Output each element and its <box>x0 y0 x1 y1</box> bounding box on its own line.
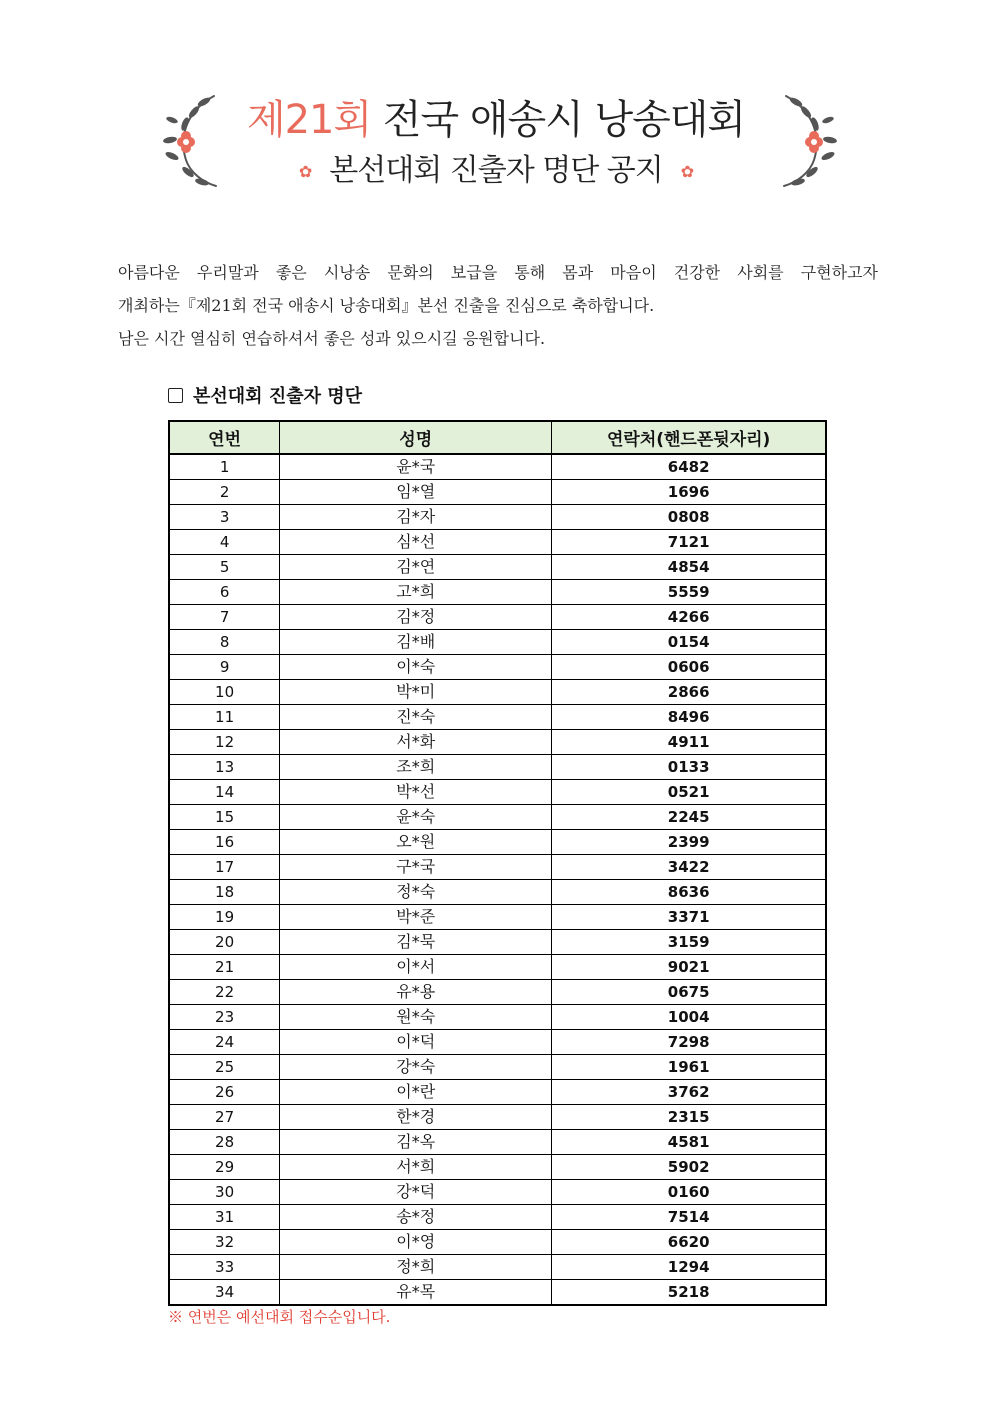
row-number: 6 <box>169 580 280 605</box>
row-number: 28 <box>169 1130 280 1155</box>
row-number: 8 <box>169 630 280 655</box>
row-phone: 7121 <box>552 530 826 555</box>
row-phone: 1294 <box>552 1255 826 1280</box>
row-name: 박*준 <box>280 905 552 930</box>
row-name: 김*자 <box>280 505 552 530</box>
row-phone: 3762 <box>552 1080 826 1105</box>
row-phone: 5902 <box>552 1155 826 1180</box>
row-phone: 6482 <box>552 454 826 480</box>
intro-line-2: 개최하는『제21회 전국 애송시 낭송대회』본선 진출을 진심으로 축하합니다. <box>118 296 655 315</box>
row-name: 정*희 <box>280 1255 552 1280</box>
row-number: 4 <box>169 530 280 555</box>
row-name: 김*연 <box>280 555 552 580</box>
row-number: 16 <box>169 830 280 855</box>
row-name: 원*숙 <box>280 1005 552 1030</box>
row-name: 김*옥 <box>280 1130 552 1155</box>
row-number: 13 <box>169 755 280 780</box>
row-phone: 0675 <box>552 980 826 1005</box>
table-row <box>169 580 826 605</box>
row-name: 김*정 <box>280 605 552 630</box>
row-phone: 2245 <box>552 805 826 830</box>
table-body <box>169 454 826 1305</box>
table-row <box>169 1230 826 1255</box>
row-number: 29 <box>169 1155 280 1180</box>
table-row <box>169 980 826 1005</box>
row-phone: 3422 <box>552 855 826 880</box>
row-number: 32 <box>169 1230 280 1255</box>
row-phone: 7298 <box>552 1030 826 1055</box>
table-row <box>169 1130 826 1155</box>
intro-line-3: 남은 시간 열심히 연습하셔서 좋은 성과 있으시길 응원합니다. <box>118 329 546 348</box>
row-number: 20 <box>169 930 280 955</box>
row-name: 임*열 <box>280 480 552 505</box>
row-name: 조*희 <box>280 755 552 780</box>
floral-wreath-icon <box>778 90 842 190</box>
row-name: 이*덕 <box>280 1030 552 1055</box>
row-phone: 5218 <box>552 1280 826 1306</box>
row-phone: 3371 <box>552 905 826 930</box>
row-name: 서*희 <box>280 1155 552 1180</box>
flower-bullet-icon: ✿ <box>298 161 312 181</box>
section-heading <box>168 384 362 410</box>
table-row <box>169 1005 826 1030</box>
table-row <box>169 780 826 805</box>
table-row <box>169 1080 826 1105</box>
table-row <box>169 1030 826 1055</box>
row-number: 10 <box>169 680 280 705</box>
row-name: 정*숙 <box>280 880 552 905</box>
intro-text <box>118 256 878 355</box>
row-number: 7 <box>169 605 280 630</box>
row-phone: 8496 <box>552 705 826 730</box>
table-row <box>169 705 826 730</box>
row-phone: 0606 <box>552 655 826 680</box>
row-number: 25 <box>169 1055 280 1080</box>
row-number: 22 <box>169 980 280 1005</box>
row-phone: 5559 <box>552 580 826 605</box>
title-rest: 전국 애송시 낭송대회 <box>382 97 746 143</box>
row-phone: 9021 <box>552 955 826 980</box>
table-row <box>169 830 826 855</box>
row-name: 박*미 <box>280 680 552 705</box>
row-number: 24 <box>169 1030 280 1055</box>
row-phone: 0521 <box>552 780 826 805</box>
row-phone: 0133 <box>552 755 826 780</box>
row-number: 23 <box>169 1005 280 1030</box>
row-number: 27 <box>169 1105 280 1130</box>
row-name: 구*국 <box>280 855 552 880</box>
row-phone: 0154 <box>552 630 826 655</box>
row-name: 이*란 <box>280 1080 552 1105</box>
row-phone: 4911 <box>552 730 826 755</box>
row-number: 33 <box>169 1255 280 1280</box>
row-number: 31 <box>169 1205 280 1230</box>
table-row <box>169 480 826 505</box>
row-name: 이*서 <box>280 955 552 980</box>
row-phone: 1696 <box>552 480 826 505</box>
table-row <box>169 855 826 880</box>
row-name: 유*용 <box>280 980 552 1005</box>
row-name: 박*선 <box>280 780 552 805</box>
finalist-table <box>168 420 827 1306</box>
row-phone: 2399 <box>552 830 826 855</box>
row-number: 5 <box>169 555 280 580</box>
flower-bullet-icon: ✿ <box>680 161 694 181</box>
row-number: 12 <box>169 730 280 755</box>
row-name: 김*묵 <box>280 930 552 955</box>
table-row <box>169 555 826 580</box>
row-phone: 4581 <box>552 1130 826 1155</box>
section-heading-text: 본선대회 진출자 명단 <box>193 386 363 407</box>
page-subtitle <box>150 152 842 191</box>
intro-line-1: 아름다운 우리말과 좋은 시낭송 문화의 보급을 통해 몸과 마음이 건강한 사회를 구현하고자 <box>118 263 878 282</box>
row-phone: 3159 <box>552 930 826 955</box>
row-number: 2 <box>169 480 280 505</box>
row-number: 17 <box>169 855 280 880</box>
column-header-number: 연번 <box>169 421 280 454</box>
row-name: 강*숙 <box>280 1055 552 1080</box>
table-row <box>169 905 826 930</box>
table-row <box>169 605 826 630</box>
row-phone: 1961 <box>552 1055 826 1080</box>
table-row <box>169 1280 826 1306</box>
row-name: 송*정 <box>280 1205 552 1230</box>
table-row <box>169 755 826 780</box>
table-row <box>169 880 826 905</box>
row-name: 진*숙 <box>280 705 552 730</box>
table-row <box>169 1180 826 1205</box>
row-phone: 4854 <box>552 555 826 580</box>
table-row <box>169 505 826 530</box>
table-row <box>169 1205 826 1230</box>
table-row <box>169 454 826 480</box>
row-phone: 6620 <box>552 1230 826 1255</box>
table-row <box>169 1105 826 1130</box>
row-number: 21 <box>169 955 280 980</box>
row-name: 심*선 <box>280 530 552 555</box>
row-number: 26 <box>169 1080 280 1105</box>
row-phone: 1004 <box>552 1005 826 1030</box>
row-number: 15 <box>169 805 280 830</box>
table-row <box>169 930 826 955</box>
row-name: 서*화 <box>280 730 552 755</box>
table-row <box>169 630 826 655</box>
row-name: 강*덕 <box>280 1180 552 1205</box>
row-name: 윤*숙 <box>280 805 552 830</box>
title-accent: 제21회 <box>246 97 372 143</box>
checkbox-square-icon <box>168 388 183 403</box>
row-name: 유*목 <box>280 1280 552 1306</box>
table-row <box>169 730 826 755</box>
table-header-row <box>169 421 826 454</box>
title-banner <box>150 82 842 200</box>
column-header-phone: 연락처(핸드폰뒷자리) <box>552 421 826 454</box>
row-phone: 8636 <box>552 880 826 905</box>
table-row <box>169 530 826 555</box>
row-phone: 7514 <box>552 1205 826 1230</box>
row-phone: 4266 <box>552 605 826 630</box>
row-number: 3 <box>169 505 280 530</box>
table-row <box>169 1255 826 1280</box>
page-title <box>150 96 842 144</box>
row-name: 이*영 <box>280 1230 552 1255</box>
row-name: 윤*국 <box>280 454 552 480</box>
table-row <box>169 680 826 705</box>
row-phone: 0808 <box>552 505 826 530</box>
table-row <box>169 805 826 830</box>
row-name: 오*원 <box>280 830 552 855</box>
row-number: 18 <box>169 880 280 905</box>
column-header-name: 성명 <box>280 421 552 454</box>
row-name: 이*숙 <box>280 655 552 680</box>
table-row <box>169 1155 826 1180</box>
table-row <box>169 655 826 680</box>
row-number: 34 <box>169 1280 280 1306</box>
subtitle-text: 본선대회 진출자 명단 공지 <box>329 153 663 188</box>
row-number: 14 <box>169 780 280 805</box>
row-name: 김*배 <box>280 630 552 655</box>
row-phone: 2315 <box>552 1105 826 1130</box>
row-name: 고*희 <box>280 580 552 605</box>
table-row <box>169 955 826 980</box>
row-phone: 2866 <box>552 680 826 705</box>
row-number: 19 <box>169 905 280 930</box>
row-number: 30 <box>169 1180 280 1205</box>
row-number: 9 <box>169 655 280 680</box>
row-number: 1 <box>169 454 280 480</box>
row-name: 한*경 <box>280 1105 552 1130</box>
footnote: ※ 연번은 예선대회 접수순입니다. <box>168 1308 391 1326</box>
table-row <box>169 1055 826 1080</box>
row-number: 11 <box>169 705 280 730</box>
row-phone: 0160 <box>552 1180 826 1205</box>
